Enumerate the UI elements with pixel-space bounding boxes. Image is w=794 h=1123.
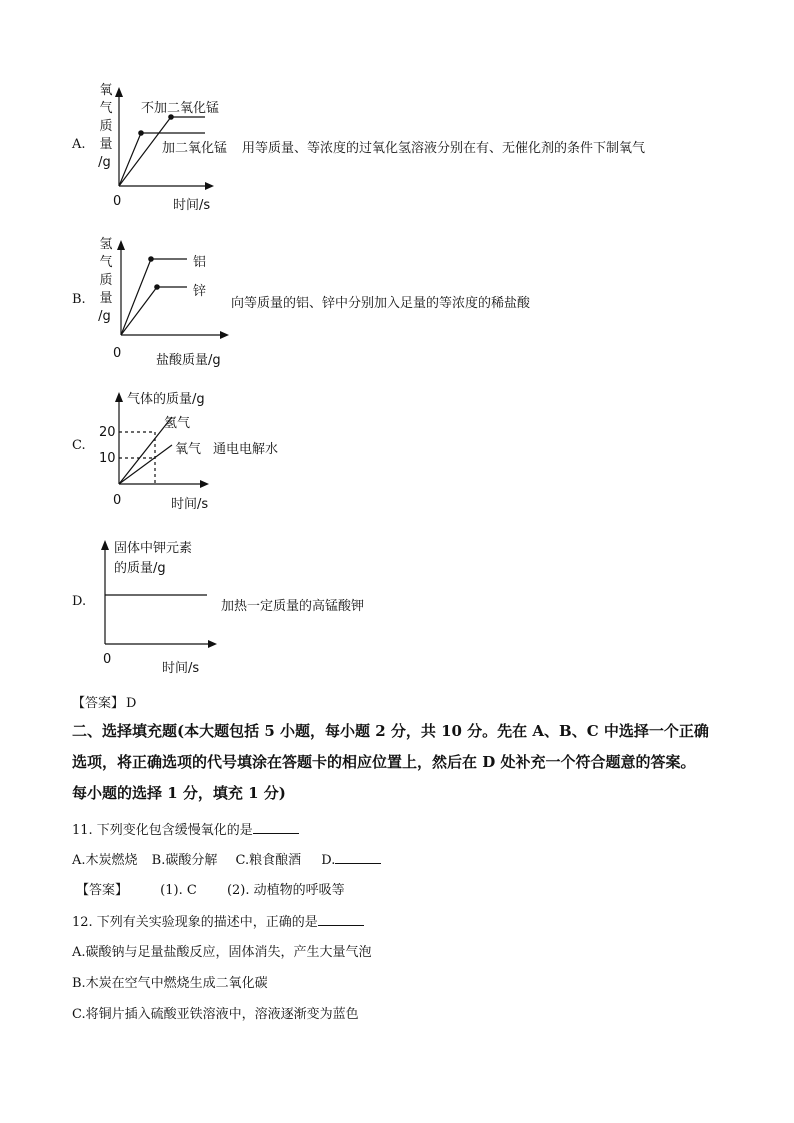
line-label: 氢气 [164, 416, 191, 431]
option-description: 用等质量、等浓度的过氧化氢溶液分别在有、无催化剂的条件下制氧气 [242, 141, 646, 156]
question-11-stem: 11. 下列变化包含缓慢氧化的是 [72, 819, 299, 838]
tick-label: 20 [99, 425, 116, 440]
answer-part: (1). C [160, 883, 197, 898]
option-description: 向等质量的铝、锌中分别加入足量的等浓度的稀盐酸 [231, 296, 531, 311]
answer-part: (2). 动植物的呼吸等 [226, 883, 345, 898]
option-description: 通电电解水 [213, 442, 279, 457]
question-11-answer [76, 879, 345, 898]
origin-label: 0 [113, 493, 122, 508]
x-axis-label: 时间/s [162, 661, 200, 676]
choice: B.木炭在空气中燃烧生成二氧化碳 [72, 976, 268, 991]
answer-tag: 【答案】 [76, 883, 129, 898]
y-axis-label: 氢 气 质 量 /g [98, 237, 113, 324]
choice: C.粮食酿酒 [235, 853, 302, 868]
line-label: 铝 [193, 255, 207, 270]
y-axis-arrow [101, 540, 109, 550]
choice: A.木炭燃烧 [72, 853, 138, 868]
choice: C.将铜片插入硫酸亚铁溶液中，溶液逐渐变为蓝色 [72, 1007, 359, 1022]
option-label: A. [72, 137, 86, 152]
answer-value: D [126, 696, 137, 711]
answer-blank [335, 863, 381, 864]
y-axis-label: 的质量/g [114, 561, 166, 576]
origin-label: 0 [103, 652, 112, 667]
y-axis-label: 气体的质量/g [127, 392, 205, 407]
y-axis-label: 固体中钾元素 [114, 541, 193, 556]
choice: B.碳酸分解 [151, 853, 218, 868]
y-axis-label: 氧 气 质 量 /g [98, 83, 113, 170]
option-label: C. [72, 438, 86, 453]
choice: D. [321, 853, 336, 868]
origin-label: 0 [113, 194, 122, 209]
choice: A.碳酸钠与足量盐酸反应，固体消失，产生大量气泡 [72, 945, 372, 960]
answer-blank [253, 833, 299, 834]
option-label: B. [72, 292, 86, 307]
answer-tag: 【答案】 [72, 696, 125, 711]
x-axis-label: 时间/s [171, 497, 209, 512]
line-label: 不加二氧化锰 [141, 101, 220, 116]
tick-label: 10 [99, 451, 116, 466]
x-axis-arrow [208, 640, 217, 648]
x-axis-label: 时间/s [173, 198, 211, 213]
option-label: D. [72, 594, 87, 609]
question-11-choices [72, 849, 381, 868]
line-label: 锌 [193, 284, 207, 299]
x-axis-label: 盐酸质量/g [156, 353, 221, 368]
section-heading: 二、选择填充题(本大题包括 5 小题，每小题 2 分，共 10 分。先在 A、B、C 中选择一个正确 选项，将正确选项的代号填涂在答题卡的相应位置上，然后在 D 处补充一个符合题意的答案。 每小题的选择 1 分，填充 1 分) [72, 722, 709, 802]
line-label: 氧气 [175, 442, 202, 457]
origin-label: 0 [113, 346, 122, 361]
question-12-stem: 12. 下列有关实验现象的描述中，正确的是 [72, 911, 364, 930]
answer-line [72, 692, 136, 711]
line-label: 加二氧化锰 [162, 141, 228, 156]
option-description: 加热一定质量的高锰酸钾 [221, 599, 365, 614]
answer-blank [318, 925, 364, 926]
